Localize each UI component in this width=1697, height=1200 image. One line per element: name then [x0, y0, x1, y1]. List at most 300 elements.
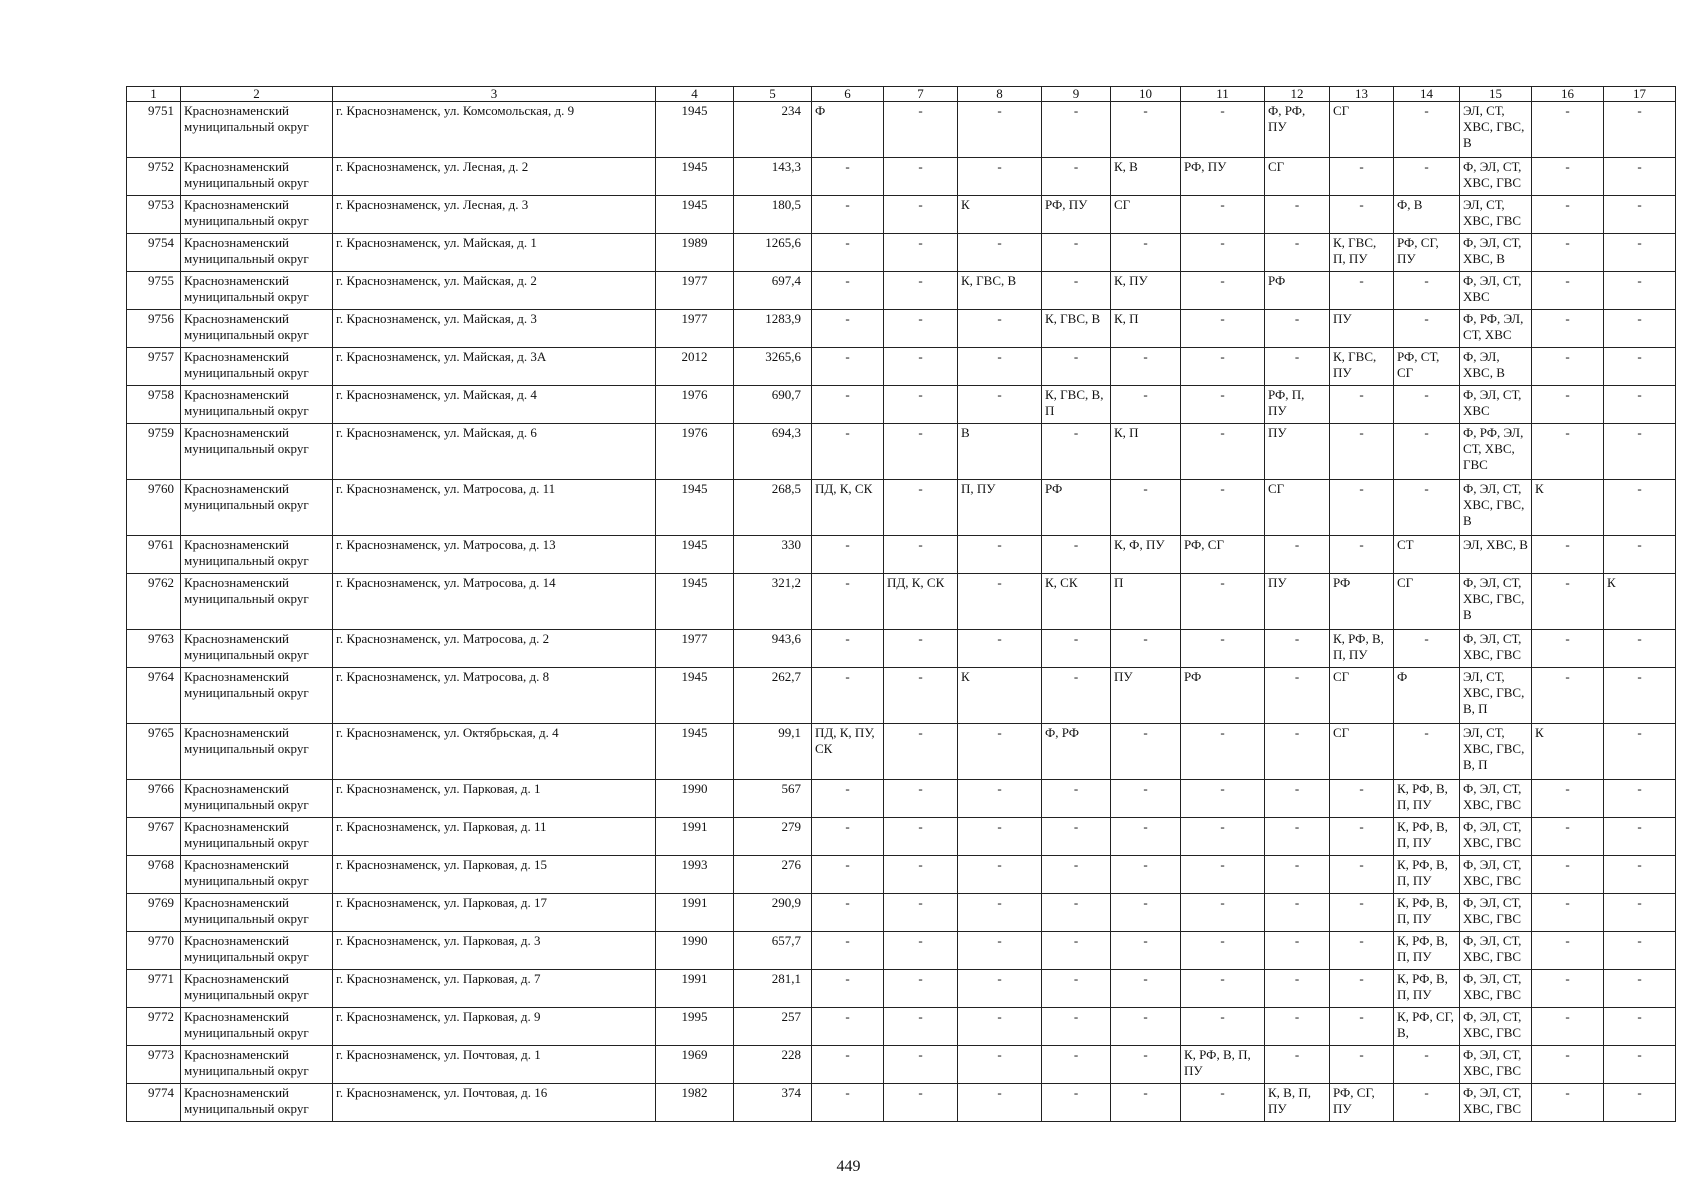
code-cell-col15: Ф, ЭЛ, СТ, ХВС, ГВС [1460, 780, 1532, 818]
municipality-cell: Краснознаменский муниципальный округ [181, 480, 333, 536]
row-number-cell: 9757 [127, 348, 181, 386]
code-cell-col6: - [812, 386, 884, 424]
code-cell-col12: ПУ [1265, 574, 1330, 630]
code-cell-col7: - [884, 932, 958, 970]
code-cell-col7: - [884, 970, 958, 1008]
code-cell-col8: - [958, 970, 1042, 1008]
code-cell-col12: - [1265, 780, 1330, 818]
code-cell-col6: - [812, 1084, 884, 1122]
code-cell-col9: К, ГВС, В, П [1042, 386, 1111, 424]
table-row [127, 386, 1676, 424]
code-cell-col16: - [1532, 196, 1604, 234]
code-cell-col16: - [1532, 386, 1604, 424]
code-cell-col16: - [1532, 970, 1604, 1008]
code-cell-col17: - [1604, 272, 1676, 310]
table-row [127, 970, 1676, 1008]
code-cell-col14: К, РФ, В, П, ПУ [1394, 932, 1460, 970]
code-cell-col8: - [958, 1008, 1042, 1046]
code-cell-col16: К [1532, 480, 1604, 536]
code-cell-col15: Ф, ЭЛ, СТ, ХВС, ГВС, В [1460, 574, 1532, 630]
area-cell: 234 [734, 102, 812, 158]
municipality-cell: Краснознаменский муниципальный округ [181, 424, 333, 480]
code-cell-col13: ПУ [1330, 310, 1394, 348]
code-cell-col9: - [1042, 1084, 1111, 1122]
code-cell-col16: - [1532, 630, 1604, 668]
code-cell-col10: К, Ф, ПУ [1111, 536, 1181, 574]
year-cell: 1977 [656, 272, 734, 310]
code-cell-col10: - [1111, 818, 1181, 856]
header-cell-col17: 17 [1604, 87, 1676, 102]
code-cell-col16: К [1532, 724, 1604, 780]
code-cell-col17: - [1604, 894, 1676, 932]
code-cell-col7: ПД, К, СК [884, 574, 958, 630]
code-cell-col9: - [1042, 856, 1111, 894]
code-cell-col10: - [1111, 970, 1181, 1008]
code-cell-col15: Ф, ЭЛ, СТ, ХВС, ГВС [1460, 1046, 1532, 1084]
code-cell-col8: - [958, 856, 1042, 894]
code-cell-col12: РФ, П, ПУ [1265, 386, 1330, 424]
code-cell-col13: - [1330, 424, 1394, 480]
header-cell-col2: 2 [181, 87, 333, 102]
code-cell-col13: СГ [1330, 102, 1394, 158]
code-cell-col10: - [1111, 630, 1181, 668]
code-cell-col14: - [1394, 1046, 1460, 1084]
code-cell-col6: Ф [812, 102, 884, 158]
code-cell-col14: - [1394, 724, 1460, 780]
code-cell-col10: - [1111, 386, 1181, 424]
address-cell: г. Краснознаменск, ул. Парковая, д. 9 [333, 1008, 656, 1046]
address-cell: г. Краснознаменск, ул. Майская, д. 3А [333, 348, 656, 386]
code-cell-col17: - [1604, 480, 1676, 536]
code-cell-col7: - [884, 234, 958, 272]
header-cell-col3: 3 [333, 87, 656, 102]
address-cell: г. Краснознаменск, ул. Парковая, д. 1 [333, 780, 656, 818]
municipality-cell: Краснознаменский муниципальный округ [181, 196, 333, 234]
area-cell: 567 [734, 780, 812, 818]
code-cell-col6: - [812, 668, 884, 724]
code-cell-col7: - [884, 386, 958, 424]
row-number-cell: 9755 [127, 272, 181, 310]
code-cell-col10: - [1111, 856, 1181, 894]
code-cell-col10: ПУ [1111, 668, 1181, 724]
code-cell-col17: - [1604, 310, 1676, 348]
municipality-cell: Краснознаменский муниципальный округ [181, 668, 333, 724]
municipality-cell: Краснознаменский муниципальный округ [181, 310, 333, 348]
header-cell-col11: 11 [1181, 87, 1265, 102]
code-cell-col16: - [1532, 348, 1604, 386]
code-cell-col7: - [884, 818, 958, 856]
year-cell: 1995 [656, 1008, 734, 1046]
code-cell-col9: - [1042, 932, 1111, 970]
area-cell: 262,7 [734, 668, 812, 724]
code-cell-col10: - [1111, 102, 1181, 158]
table-row [127, 856, 1676, 894]
code-cell-col8: - [958, 386, 1042, 424]
table-row [127, 102, 1676, 158]
municipality-cell: Краснознаменский муниципальный округ [181, 780, 333, 818]
code-cell-col8: К [958, 668, 1042, 724]
area-cell: 279 [734, 818, 812, 856]
code-cell-col16: - [1532, 272, 1604, 310]
row-number-cell: 9759 [127, 424, 181, 480]
code-cell-col15: Ф, ЭЛ, СТ, ХВС, ГВС [1460, 970, 1532, 1008]
code-cell-col6: - [812, 932, 884, 970]
row-number-cell: 9771 [127, 970, 181, 1008]
row-number-cell: 9773 [127, 1046, 181, 1084]
code-cell-col11: - [1181, 574, 1265, 630]
code-cell-col17: - [1604, 630, 1676, 668]
code-cell-col7: - [884, 894, 958, 932]
code-cell-col8: - [958, 1046, 1042, 1084]
code-cell-col14: РФ, СГ, ПУ [1394, 234, 1460, 272]
code-cell-col9: - [1042, 1046, 1111, 1084]
code-cell-col17: - [1604, 932, 1676, 970]
code-cell-col17: - [1604, 1084, 1676, 1122]
code-cell-col6: - [812, 780, 884, 818]
code-cell-col13: СГ [1330, 668, 1394, 724]
area-cell: 99,1 [734, 724, 812, 780]
code-cell-col11: - [1181, 424, 1265, 480]
year-cell: 1976 [656, 386, 734, 424]
code-cell-col17: - [1604, 970, 1676, 1008]
code-cell-col7: - [884, 856, 958, 894]
code-cell-col7: - [884, 348, 958, 386]
table-row [127, 424, 1676, 480]
code-cell-col10: К, В [1111, 158, 1181, 196]
code-cell-col14: - [1394, 272, 1460, 310]
code-cell-col15: Ф, ЭЛ, СТ, ХВС, ГВС [1460, 158, 1532, 196]
code-cell-col9: РФ, ПУ [1042, 196, 1111, 234]
code-cell-col13: - [1330, 272, 1394, 310]
code-cell-col7: - [884, 1084, 958, 1122]
code-cell-col10: - [1111, 348, 1181, 386]
area-cell: 281,1 [734, 970, 812, 1008]
code-cell-col14: СТ [1394, 536, 1460, 574]
code-cell-col14: К, РФ, В, П, ПУ [1394, 856, 1460, 894]
code-cell-col12: К, В, П, ПУ [1265, 1084, 1330, 1122]
address-cell: г. Краснознаменск, ул. Почтовая, д. 1 [333, 1046, 656, 1084]
code-cell-col6: - [812, 234, 884, 272]
header-cell-col1: 1 [127, 87, 181, 102]
code-cell-col15: Ф, ЭЛ, СТ, ХВС, ГВС, В [1460, 480, 1532, 536]
code-cell-col16: - [1532, 1046, 1604, 1084]
year-cell: 1993 [656, 856, 734, 894]
code-cell-col7: - [884, 780, 958, 818]
header-cell-col16: 16 [1532, 87, 1604, 102]
address-cell: г. Краснознаменск, ул. Майская, д. 1 [333, 234, 656, 272]
municipality-cell: Краснознаменский муниципальный округ [181, 724, 333, 780]
area-cell: 1283,9 [734, 310, 812, 348]
code-cell-col9: - [1042, 424, 1111, 480]
municipality-cell: Краснознаменский муниципальный округ [181, 386, 333, 424]
year-cell: 1976 [656, 424, 734, 480]
code-cell-col6: ПД, К, СК [812, 480, 884, 536]
year-cell: 1945 [656, 158, 734, 196]
code-cell-col13: К, ГВС, П, ПУ [1330, 234, 1394, 272]
code-cell-col6: - [812, 1008, 884, 1046]
table-row [127, 348, 1676, 386]
code-cell-col10: - [1111, 894, 1181, 932]
code-cell-col11: - [1181, 1084, 1265, 1122]
code-cell-col9: - [1042, 272, 1111, 310]
header-cell-col9: 9 [1042, 87, 1111, 102]
row-number-cell: 9760 [127, 480, 181, 536]
code-cell-col8: К [958, 196, 1042, 234]
municipality-cell: Краснознаменский муниципальный округ [181, 894, 333, 932]
code-cell-col9: - [1042, 348, 1111, 386]
code-cell-col8: - [958, 818, 1042, 856]
code-cell-col13: К, ГВС, ПУ [1330, 348, 1394, 386]
header-cell-col7: 7 [884, 87, 958, 102]
year-cell: 1945 [656, 668, 734, 724]
address-cell: г. Краснознаменск, ул. Лесная, д. 3 [333, 196, 656, 234]
municipality-cell: Краснознаменский муниципальный округ [181, 234, 333, 272]
year-cell: 1945 [656, 480, 734, 536]
row-number-cell: 9768 [127, 856, 181, 894]
code-cell-col9: - [1042, 780, 1111, 818]
header-cell-col12: 12 [1265, 87, 1330, 102]
code-cell-col17: - [1604, 158, 1676, 196]
table-row [127, 536, 1676, 574]
code-cell-col11: - [1181, 480, 1265, 536]
municipality-cell: Краснознаменский муниципальный округ [181, 158, 333, 196]
code-cell-col7: - [884, 424, 958, 480]
code-cell-col8: - [958, 348, 1042, 386]
code-cell-col8: - [958, 574, 1042, 630]
code-cell-col15: Ф, ЭЛ, СТ, ХВС, ГВС [1460, 818, 1532, 856]
code-cell-col12: - [1265, 932, 1330, 970]
code-cell-col10: П [1111, 574, 1181, 630]
table-row [127, 480, 1676, 536]
code-cell-col17: - [1604, 348, 1676, 386]
code-cell-col11: - [1181, 932, 1265, 970]
area-cell: 180,5 [734, 196, 812, 234]
code-cell-col16: - [1532, 234, 1604, 272]
year-cell: 1977 [656, 310, 734, 348]
area-cell: 321,2 [734, 574, 812, 630]
code-cell-col8: - [958, 932, 1042, 970]
table-row [127, 1008, 1676, 1046]
code-cell-col17: - [1604, 386, 1676, 424]
table-row [127, 234, 1676, 272]
address-cell: г. Краснознаменск, ул. Лесная, д. 2 [333, 158, 656, 196]
code-cell-col11: - [1181, 630, 1265, 668]
column-number-header [127, 87, 1676, 102]
area-cell: 3265,6 [734, 348, 812, 386]
code-cell-col15: Ф, ЭЛ, СТ, ХВС, ГВС [1460, 894, 1532, 932]
address-cell: г. Краснознаменск, ул. Парковая, д. 11 [333, 818, 656, 856]
code-cell-col7: - [884, 668, 958, 724]
code-cell-col6: - [812, 574, 884, 630]
area-cell: 697,4 [734, 272, 812, 310]
municipality-cell: Краснознаменский муниципальный округ [181, 932, 333, 970]
year-cell: 1991 [656, 894, 734, 932]
code-cell-col13: СГ [1330, 724, 1394, 780]
code-cell-col12: - [1265, 668, 1330, 724]
address-cell: г. Краснознаменск, ул. Майская, д. 6 [333, 424, 656, 480]
code-cell-col17: - [1604, 780, 1676, 818]
code-cell-col14: - [1394, 424, 1460, 480]
code-cell-col14: К, РФ, В, П, ПУ [1394, 894, 1460, 932]
code-cell-col15: Ф, ЭЛ, СТ, ХВС [1460, 272, 1532, 310]
code-cell-col12: СГ [1265, 480, 1330, 536]
code-cell-col11: РФ [1181, 668, 1265, 724]
code-cell-col12: - [1265, 348, 1330, 386]
code-cell-col10: К, ПУ [1111, 272, 1181, 310]
code-cell-col14: - [1394, 386, 1460, 424]
code-cell-col6: - [812, 536, 884, 574]
code-cell-col15: Ф, ЭЛ, СТ, ХВС, ГВС [1460, 1084, 1532, 1122]
code-cell-col15: Ф, ЭЛ, СТ, ХВС, ГВС [1460, 856, 1532, 894]
code-cell-col16: - [1532, 894, 1604, 932]
table-row [127, 158, 1676, 196]
row-number-cell: 9769 [127, 894, 181, 932]
code-cell-col13: - [1330, 536, 1394, 574]
table-row [127, 818, 1676, 856]
code-cell-col8: - [958, 536, 1042, 574]
header-cell-col13: 13 [1330, 87, 1394, 102]
code-cell-col16: - [1532, 856, 1604, 894]
code-cell-col9: К, ГВС, В [1042, 310, 1111, 348]
address-cell: г. Краснознаменск, ул. Матросова, д. 13 [333, 536, 656, 574]
area-cell: 268,5 [734, 480, 812, 536]
code-cell-col10: - [1111, 1084, 1181, 1122]
code-cell-col14: К, РФ, СГ, В, [1394, 1008, 1460, 1046]
row-number-cell: 9762 [127, 574, 181, 630]
code-cell-col15: Ф, ЭЛ, СТ, ХВС, В [1460, 234, 1532, 272]
code-cell-col7: - [884, 310, 958, 348]
code-cell-col11: РФ, ПУ [1181, 158, 1265, 196]
municipality-cell: Краснознаменский муниципальный округ [181, 574, 333, 630]
code-cell-col10: К, П [1111, 424, 1181, 480]
code-cell-col10: - [1111, 780, 1181, 818]
code-cell-col11: - [1181, 970, 1265, 1008]
housing-registry-table [126, 86, 1676, 1122]
code-cell-col15: Ф, РФ, ЭЛ, СТ, ХВС [1460, 310, 1532, 348]
row-number-cell: 9764 [127, 668, 181, 724]
code-cell-col14: - [1394, 1084, 1460, 1122]
area-cell: 257 [734, 1008, 812, 1046]
code-cell-col10: - [1111, 480, 1181, 536]
code-cell-col10: - [1111, 234, 1181, 272]
code-cell-col16: - [1532, 102, 1604, 158]
table-row [127, 196, 1676, 234]
year-cell: 1991 [656, 970, 734, 1008]
header-row [127, 87, 1676, 102]
code-cell-col17: - [1604, 234, 1676, 272]
code-cell-col13: - [1330, 1046, 1394, 1084]
code-cell-col12: - [1265, 196, 1330, 234]
code-cell-col11: - [1181, 348, 1265, 386]
code-cell-col7: - [884, 196, 958, 234]
code-cell-col15: Ф, ЭЛ, ХВС, В [1460, 348, 1532, 386]
address-cell: г. Краснознаменск, ул. Матросова, д. 11 [333, 480, 656, 536]
code-cell-col8: - [958, 234, 1042, 272]
code-cell-col12: - [1265, 234, 1330, 272]
code-cell-col12: - [1265, 630, 1330, 668]
municipality-cell: Краснознаменский муниципальный округ [181, 856, 333, 894]
table-row [127, 574, 1676, 630]
year-cell: 1982 [656, 1084, 734, 1122]
code-cell-col10: - [1111, 1046, 1181, 1084]
municipality-cell: Краснознаменский муниципальный округ [181, 630, 333, 668]
year-cell: 1945 [656, 102, 734, 158]
code-cell-col14: - [1394, 630, 1460, 668]
code-cell-col16: - [1532, 932, 1604, 970]
municipality-cell: Краснознаменский муниципальный округ [181, 536, 333, 574]
address-cell: г. Краснознаменск, ул. Парковая, д. 3 [333, 932, 656, 970]
area-cell: 330 [734, 536, 812, 574]
code-cell-col11: - [1181, 894, 1265, 932]
code-cell-col17: - [1604, 668, 1676, 724]
code-cell-col12: - [1265, 894, 1330, 932]
code-cell-col12: - [1265, 310, 1330, 348]
code-cell-col9: - [1042, 818, 1111, 856]
code-cell-col9: - [1042, 894, 1111, 932]
code-cell-col8: - [958, 724, 1042, 780]
table-body [127, 102, 1676, 1122]
code-cell-col7: - [884, 724, 958, 780]
code-cell-col14: РФ, СТ, СГ [1394, 348, 1460, 386]
code-cell-col14: - [1394, 158, 1460, 196]
code-cell-col9: К, СК [1042, 574, 1111, 630]
code-cell-col7: - [884, 158, 958, 196]
code-cell-col10: - [1111, 932, 1181, 970]
code-cell-col14: СГ [1394, 574, 1460, 630]
code-cell-col15: ЭЛ, СТ, ХВС, ГВС, В, П [1460, 724, 1532, 780]
code-cell-col7: - [884, 272, 958, 310]
row-number-cell: 9756 [127, 310, 181, 348]
code-cell-col13: - [1330, 480, 1394, 536]
code-cell-col14: К, РФ, В, П, ПУ [1394, 818, 1460, 856]
year-cell: 1945 [656, 196, 734, 234]
code-cell-col6: - [812, 1046, 884, 1084]
code-cell-col11: - [1181, 310, 1265, 348]
year-cell: 1990 [656, 932, 734, 970]
row-number-cell: 9767 [127, 818, 181, 856]
header-cell-col8: 8 [958, 87, 1042, 102]
code-cell-col16: - [1532, 536, 1604, 574]
address-cell: г. Краснознаменск, ул. Парковая, д. 15 [333, 856, 656, 894]
code-cell-col7: - [884, 102, 958, 158]
table-row [127, 780, 1676, 818]
code-cell-col16: - [1532, 668, 1604, 724]
code-cell-col9: - [1042, 970, 1111, 1008]
code-cell-col8: - [958, 102, 1042, 158]
code-cell-col9: - [1042, 102, 1111, 158]
code-cell-col16: - [1532, 310, 1604, 348]
code-cell-col8: - [958, 894, 1042, 932]
code-cell-col13: К, РФ, В, П, ПУ [1330, 630, 1394, 668]
code-cell-col6: - [812, 630, 884, 668]
area-cell: 690,7 [734, 386, 812, 424]
code-cell-col13: - [1330, 856, 1394, 894]
code-cell-col7: - [884, 536, 958, 574]
year-cell: 1990 [656, 780, 734, 818]
code-cell-col13: - [1330, 196, 1394, 234]
code-cell-col16: - [1532, 1008, 1604, 1046]
code-cell-col16: - [1532, 158, 1604, 196]
code-cell-col17: - [1604, 424, 1676, 480]
code-cell-col15: Ф, РФ, ЭЛ, СТ, ХВС, ГВС [1460, 424, 1532, 480]
address-cell: г. Краснознаменск, ул. Парковая, д. 7 [333, 970, 656, 1008]
address-cell: г. Краснознаменск, ул. Майская, д. 3 [333, 310, 656, 348]
code-cell-col10: СГ [1111, 196, 1181, 234]
area-cell: 143,3 [734, 158, 812, 196]
code-cell-col13: - [1330, 894, 1394, 932]
code-cell-col15: Ф, ЭЛ, СТ, ХВС, ГВС [1460, 630, 1532, 668]
code-cell-col16: - [1532, 424, 1604, 480]
